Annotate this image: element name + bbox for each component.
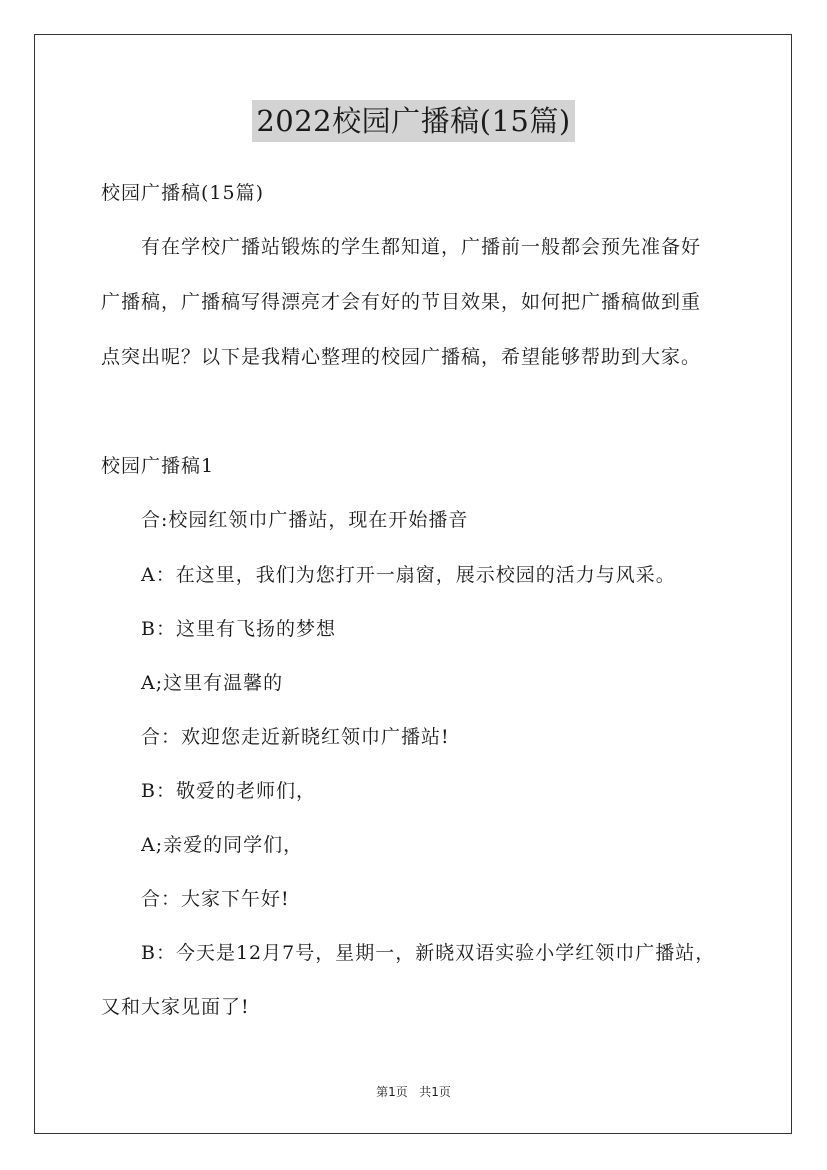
page-total: 共1页 — [419, 1085, 451, 1099]
script-line-9: B：今天是12月7号，星期一，新晓双语实验小学红领巾广播站， — [141, 942, 716, 964]
script-line-5: 合：欢迎您走近新晓红领巾广播站! — [141, 726, 450, 748]
script-line-continuation: 又和大家见面了! — [101, 996, 250, 1018]
script-line-8: 合：大家下午好! — [141, 888, 290, 910]
page-number: 第1页 — [376, 1085, 408, 1099]
intro-line-2: 广播稿，广播稿写得漂亮才会有好的节目效果，如何把广播稿做到重 — [101, 291, 702, 313]
intro-line-1: 有在学校广播站锻炼的学生都知道，广播前一般都会预先准备好 — [141, 236, 702, 258]
page-footer — [0, 1084, 827, 1100]
intro-line-3: 点突出呢？以下是我精心整理的校园广播稿，希望能够帮助到大家。 — [101, 346, 702, 368]
script-line-2: A：在这里，我们为您打开一扇窗，展示校园的活力与风采。 — [141, 564, 676, 586]
script-line-7: A;亲爱的同学们， — [141, 834, 304, 856]
script-line-6: B：敬爱的老师们， — [141, 780, 316, 802]
script-line-4: A;这里有温馨的 — [141, 672, 284, 694]
script-line-1: 合:校园红领巾广播站，现在开始播音 — [141, 509, 469, 531]
title-wrap — [0, 100, 827, 142]
script-line-3: B：这里有飞扬的梦想 — [141, 618, 336, 640]
document-subtitle: 校园广播稿(15篇) — [101, 182, 265, 204]
document-title: 2022校园广播稿(15篇) — [252, 100, 574, 142]
section-heading: 校园广播稿1 — [101, 455, 215, 477]
